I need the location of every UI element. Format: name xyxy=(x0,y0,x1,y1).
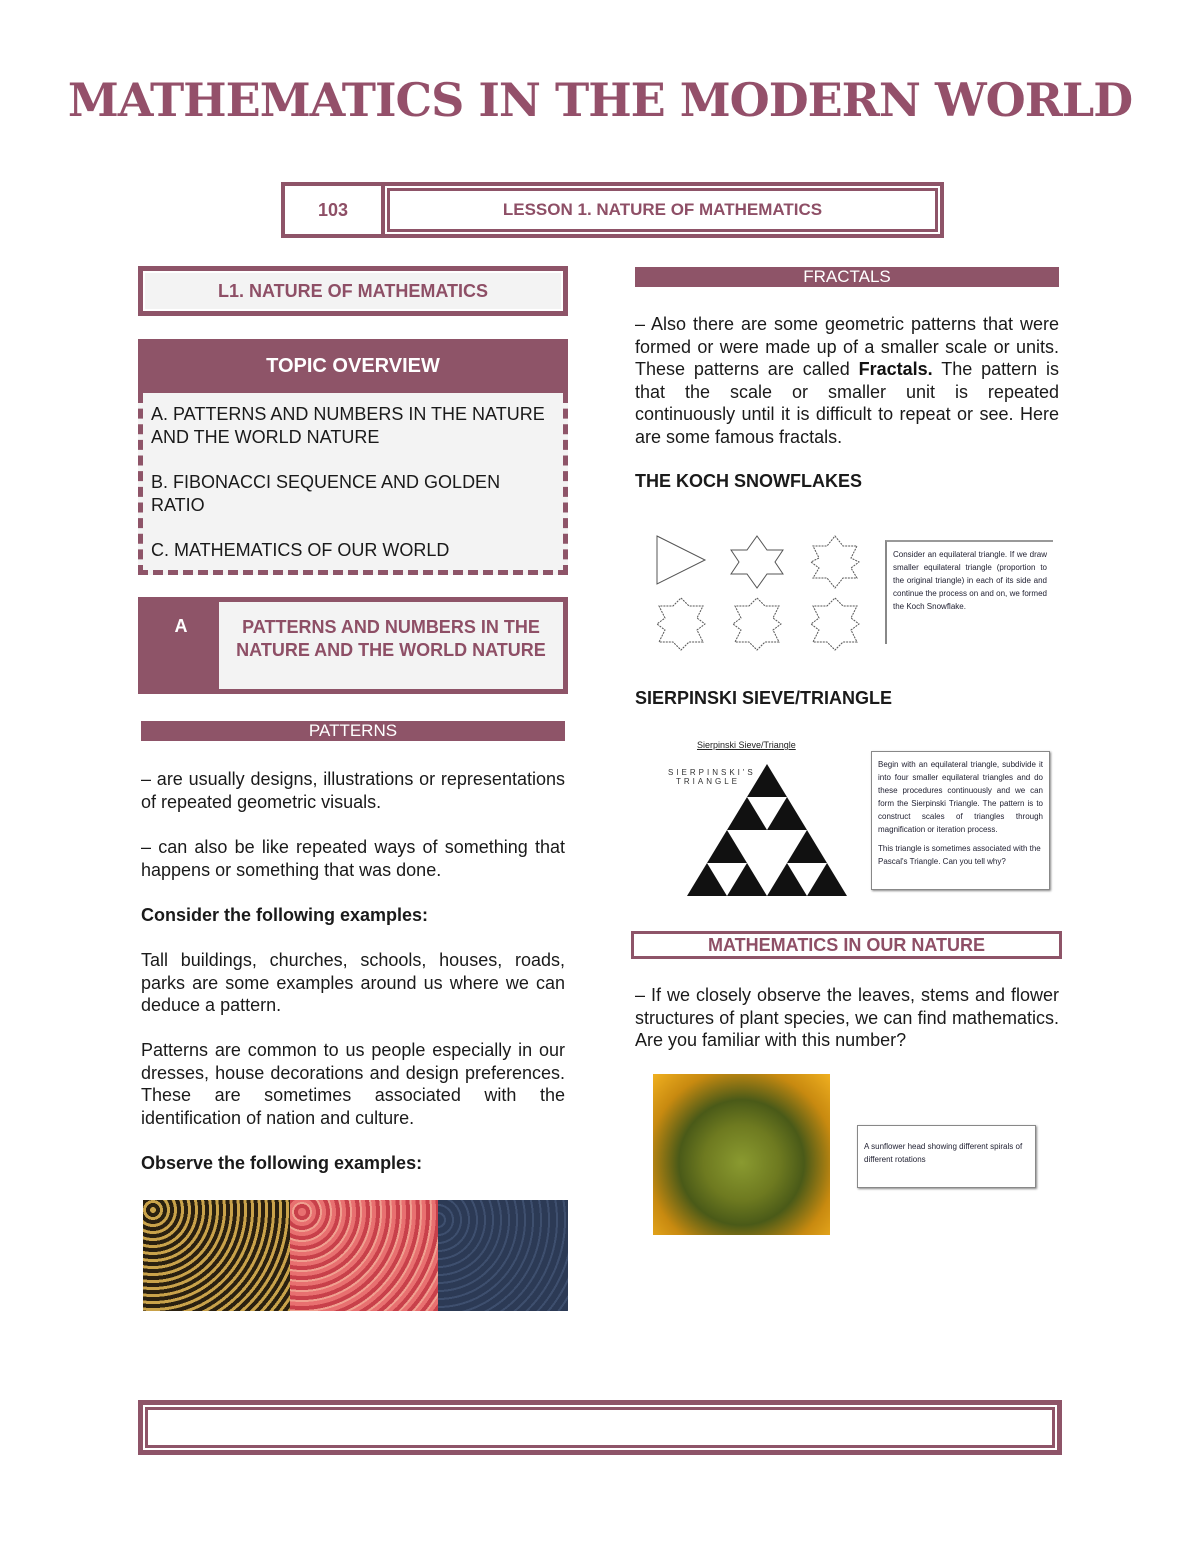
koch-snowflakes-image xyxy=(645,528,875,653)
koch-heading: THE KOCH SNOWFLAKES xyxy=(635,471,862,491)
sierpinski-image-label: SIERPINSKI'S TRIANGLE xyxy=(668,768,756,786)
topic-item: A. PATTERNS AND NUMBERS IN THE NATURE AND THE WORLD NATURE xyxy=(151,404,545,447)
pattern-image-gold xyxy=(143,1200,290,1311)
consider-heading: Consider the following examples: xyxy=(141,905,429,925)
section-letter: A xyxy=(174,616,188,636)
patterns-p1: – are usually designs, illustrations or representations of repeated geometric visuals. xyxy=(141,769,565,812)
koch-stage-4 xyxy=(657,598,705,650)
fractals-text xyxy=(635,313,1059,448)
topic-overview-heading: TOPIC OVERVIEW xyxy=(138,339,568,393)
section-a-header xyxy=(138,597,568,694)
math-nature-text: – If we closely observe the leaves, stems and flower structures of plant species, we can find mathematics. Are you familiar with this number? xyxy=(635,985,1059,1050)
fractals-text-post: The pattern is that the scale or smaller unit is repeated continuously until it is difficult to repeat or see. Here are some famous fractals. xyxy=(635,359,1060,447)
topic-item: B. FIBONACCI SEQUENCE AND GOLDEN RATIO xyxy=(151,472,501,515)
sierpinski-caption-question: This triangle is sometimes associated with the Pascal's Triangle. Can you tell why? xyxy=(878,844,1041,866)
fractals-text-pre: – Also there are some geometric patterns that were formed or were made up of a smaller scale or units. These patterns are called xyxy=(635,314,1059,379)
patterns-band: PATTERNS xyxy=(141,721,565,741)
sierpinski-caption xyxy=(871,751,1050,890)
lesson-bar xyxy=(281,182,944,238)
koch-stage-6 xyxy=(811,598,859,650)
koch-caption: Consider an equilateral triangle. If we draw smaller equilateral triangle (proportion to the original triangle) in each of its side and continue the process on and on, we formed the Koch Snowflake. xyxy=(885,540,1053,644)
koch-stage-1 xyxy=(657,536,705,584)
koch-stage-5 xyxy=(733,598,781,650)
koch-stage-3 xyxy=(811,536,859,588)
observe-heading: Observe the following examples: xyxy=(141,1153,423,1173)
pattern-image-navy xyxy=(438,1200,568,1311)
l1-heading: L1. NATURE OF MATHEMATICS xyxy=(138,266,568,316)
document-title: MATHEMATICS IN THE MODERN WORLD xyxy=(67,73,1133,127)
sunflower-caption: A sunflower head showing different spirals of different rotations xyxy=(857,1125,1036,1188)
fractals-bold: Fractals. xyxy=(858,359,933,379)
patterns-p3: Tall buildings, churches, schools, houses, roads, parks are some examples around us where we can deduce a pattern. xyxy=(141,950,565,1015)
patterns-p4: Patterns are common to us people especially in our dresses, house decorations and design preferences. These are sometimes associated with the identification of nation and culture. xyxy=(141,1040,565,1128)
topic-overview xyxy=(138,339,568,575)
fractals-band: FRACTALS xyxy=(635,267,1059,287)
course-number: 103 xyxy=(285,186,385,234)
koch-stage-2 xyxy=(731,536,783,588)
lesson-title: LESSON 1. NATURE OF MATHEMATICS xyxy=(387,188,938,232)
sunflower-image xyxy=(653,1074,830,1235)
topic-item: C. MATHEMATICS OF OUR WORLD xyxy=(151,540,450,560)
section-title: PATTERNS AND NUMBERS IN THE NATURE AND THE WORLD NATURE xyxy=(219,602,563,689)
sierpinski-image-title: Sierpinski Sieve/Triangle xyxy=(697,740,796,750)
sierpinski-caption-text: Begin with an equilateral triangle, subdivide it into four smaller equilateral triangles and do these procedures continuously and we can form the Sierpinski Triangle. The pattern is to construct scales of triangles through magnification or iteration process. xyxy=(878,760,1043,834)
math-nature-heading: MATHEMATICS IN OUR NATURE xyxy=(631,931,1062,959)
patterns-p2: – can also be like repeated ways of something that happens or something that was done. xyxy=(141,837,565,880)
footer-box xyxy=(138,1400,1062,1455)
sierpinski-triangle-image xyxy=(685,762,849,898)
pattern-image-red xyxy=(290,1200,438,1311)
sierpinski-heading: SIERPINSKI SIEVE/TRIANGLE xyxy=(635,688,893,708)
